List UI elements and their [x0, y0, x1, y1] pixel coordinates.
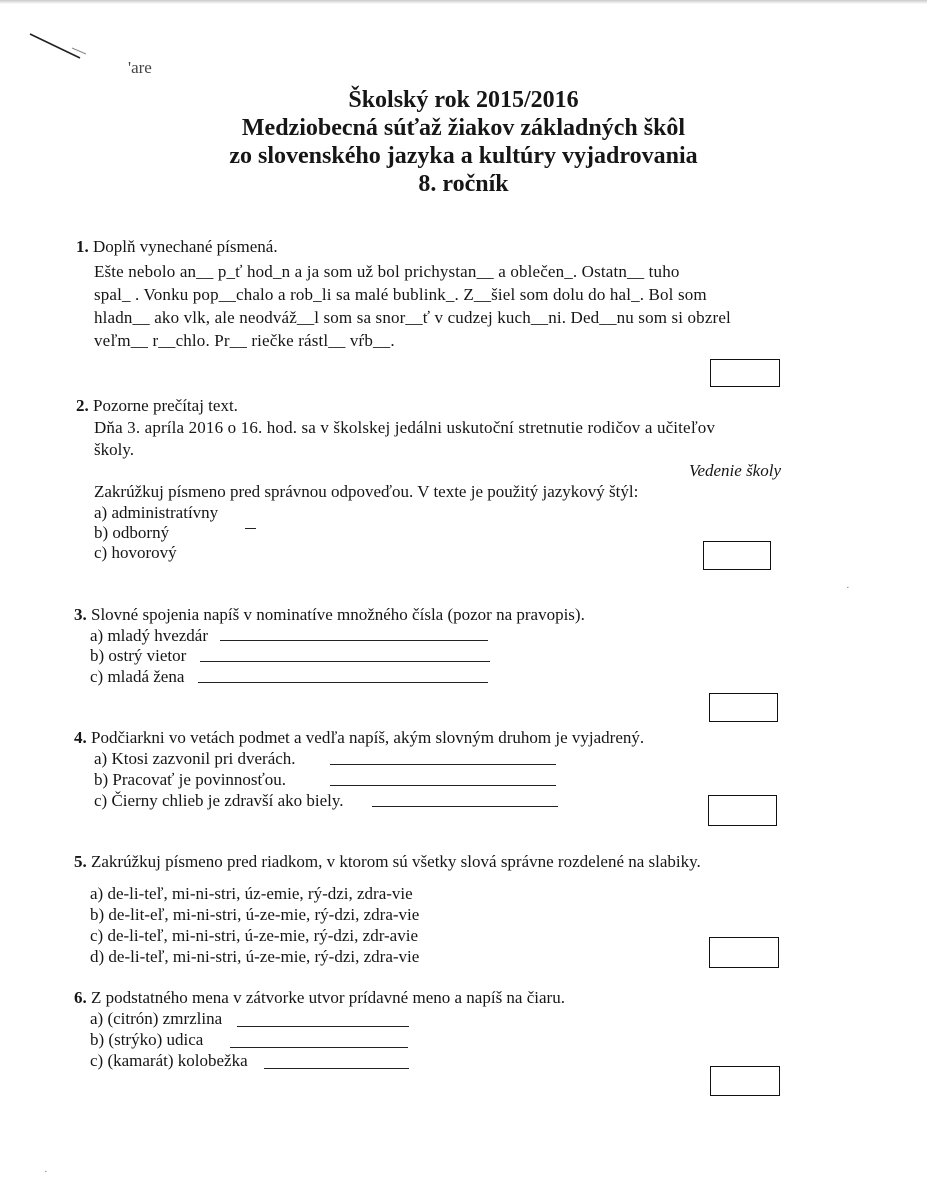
q1-number: 1. [76, 237, 89, 256]
q1-line-4: veľm__ r__chlo. Pr__ riečke rástl__ vŕb__. [94, 331, 395, 350]
q5-prompt: Zakrúžkuj písmeno pred riadkom, v ktorom sú všetky slová správne rozdelené na slabiky. [91, 852, 701, 871]
q2-option-c[interactable]: c) hovorový [94, 543, 177, 562]
q1-line-1: Ešte nebolo an__ p_ť hod_n a ja som už bol prichystan__ a oblečen_. Ostatn__ tuho [94, 262, 680, 281]
q2-prompt-row [76, 395, 238, 416]
q5-score-box[interactable] [709, 937, 779, 968]
q6-item-a: a) (citrón) zmrzlina [90, 1009, 223, 1028]
q6-prompt-row [74, 987, 565, 1008]
q6-prompt: Z podstatného mena v zátvorke utvor prídavné meno a napíš na čiaru. [91, 988, 565, 1007]
q5-option-c[interactable]: c) de-li-teľ, mi-ni-stri, ú-ze-mie, rý-dzi, zdr-avie [90, 926, 418, 945]
q2-option-b[interactable]: b) odborný [94, 523, 170, 542]
pen-dash-mark [245, 528, 256, 529]
q5-prompt-row [74, 851, 701, 872]
grade-title: 8. ročník [418, 171, 509, 197]
q4-prompt-row [74, 727, 644, 748]
q4-answer-line-b[interactable] [330, 785, 556, 786]
q2-score-box[interactable] [703, 541, 771, 570]
scan-edge [0, 0, 927, 4]
q4-number: 4. [74, 728, 87, 747]
q2-prompt: Pozorne prečítaj text. [93, 396, 238, 415]
q5-number: 5. [74, 852, 87, 871]
q3-item-a: a) mladý hvezdár [90, 626, 208, 645]
q3-number: 3. [74, 605, 87, 624]
q6-answer-line-b[interactable] [230, 1047, 408, 1048]
q5-option-a[interactable]: a) de-li-teľ, mi-ni-stri, úz-emie, rý-dzi, zdra-vie [90, 884, 413, 903]
q4-answer-line-c[interactable] [372, 806, 558, 807]
q3-answer-line-c[interactable] [198, 682, 488, 683]
q4-item-b: b) Pracovať je povinnosťou. [94, 770, 287, 789]
q3-item-c: c) mladá žena [90, 667, 185, 686]
q2-question: Zakrúžkuj písmeno pred správnou odpoveďou. V texte je použitý jazykový štýl: [94, 482, 639, 501]
q3-prompt-row [74, 604, 585, 625]
scan-speck: · [44, 1166, 48, 1178]
q2-option-a[interactable]: a) administratívny [94, 503, 219, 522]
q4-answer-line-a[interactable] [330, 764, 556, 765]
q3-answer-line-b[interactable] [200, 661, 490, 662]
pen-stroke-mark [28, 28, 88, 64]
q4-prompt: Podčiarkni vo vetách podmet a vedľa napíš, akým slovným druhom je vyjadrený. [91, 728, 645, 747]
q6-score-box[interactable] [710, 1066, 780, 1096]
q5-option-b[interactable]: b) de-lit-eľ, mi-ni-stri, ú-ze-mie, rý-dzi, zdra-vie [90, 905, 420, 924]
q2-text-line-1: Dňa 3. apríla 2016 o 16. hod. sa v školskej jedálni uskutoční stretnutie rodičov a učiteľov [94, 418, 716, 437]
q6-item-b: b) (strýko) udica [90, 1030, 204, 1049]
q5-option-d[interactable]: d) de-li-teľ, mi-ni-stri, ú-ze-mie, rý-dzi, zdra-vie [90, 947, 420, 966]
q4-score-box[interactable] [708, 795, 777, 826]
q1-prompt: Doplň vynechané písmená. [93, 237, 278, 256]
q1-score-box[interactable] [710, 359, 780, 387]
q6-answer-line-a[interactable] [237, 1026, 409, 1027]
school-year-title: Školský rok 2015/2016 [348, 87, 579, 113]
q6-answer-line-c[interactable] [264, 1068, 409, 1069]
q6-number: 6. [74, 988, 87, 1007]
subject-title: zo slovenského jazyka a kultúry vyjadrovania [229, 143, 698, 169]
scan-speck: · [846, 582, 850, 594]
corner-text: 'are [128, 58, 152, 77]
q4-item-a: a) Ktosi zazvonil pri dverách. [94, 749, 296, 768]
q6-item-c: c) (kamarát) kolobežka [90, 1051, 248, 1070]
q3-item-b: b) ostrý vietor [90, 646, 187, 665]
q1-prompt-row [76, 236, 278, 257]
q1-line-3: hladn__ ako vlk, ale neodváž__l som sa snor__ť v cudzej kuch__ni. Ded__nu som si obzrel [94, 308, 731, 327]
q3-score-box[interactable] [709, 693, 778, 722]
q3-answer-line-a[interactable] [220, 640, 488, 641]
q1-line-2: spal_ . Vonku pop__chalo a rob_li sa malé bublink_. Z__šiel som dolu do hal_. Bol som [94, 285, 707, 304]
competition-title: Medziobecná súťaž žiakov základných škôl [241, 115, 686, 141]
q2-text-line-2: školy. [94, 440, 134, 459]
q2-signature: Vedenie školy [688, 461, 781, 480]
q3-prompt: Slovné spojenia napíš v nominatíve množného čísla (pozor na pravopis). [91, 605, 585, 624]
q2-number: 2. [76, 396, 89, 415]
q4-item-c: c) Čierny chlieb je zdravší ako biely. [94, 791, 344, 810]
